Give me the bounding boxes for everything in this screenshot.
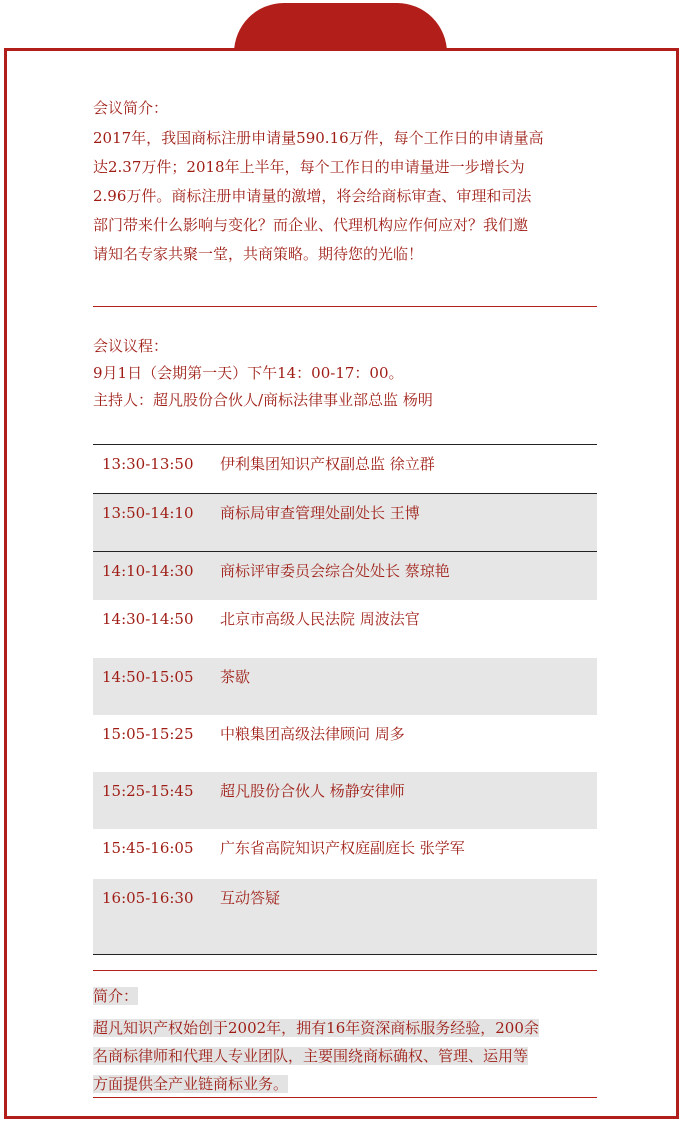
about-section [93,983,599,1098]
table-row [93,552,597,600]
agenda-host: 主持人：超凡股份合伙人/商标法律事业部总监 杨明 [93,391,433,409]
row-time: 14:10-14:30 [102,562,194,580]
row-time: 13:30-13:50 [102,455,194,473]
intro-section [93,98,599,269]
intro-title: 会议简介： [93,99,169,117]
table-row [93,879,597,954]
row-speaker: 商标评审委员会综合处处长 蔡琼艳 [220,562,450,580]
about-line: 超凡知识产权始创于2002年，拥有16年资深商标服务经验，200余 [93,1019,539,1037]
table-border [93,954,597,955]
row-speaker: 超凡股份合伙人 杨静安律师 [220,782,405,800]
row-speaker: 广东省高院知识产权庭副庭长 张学军 [220,839,465,857]
row-speaker: 互动答疑 [220,889,281,907]
table-row [93,829,597,879]
intro-line: 2017年，我国商标注册申请量590.16万件，每个工作日的申请量高 [93,129,544,147]
table-row [93,658,597,715]
about-line: 名商标律师和代理人专业团队，主要围绕商标确权、管理、运用等 [93,1047,529,1065]
intro-line: 部门带来什么影响与变化？而企业、代理机构应作何应对？我们邀 [93,216,529,234]
intro-paragraph [93,124,599,269]
intro-line: 达2.37万件；2018年上半年，每个工作日的申请量进一步增长为 [93,158,525,176]
table-row [93,445,597,493]
row-time: 13:50-14:10 [102,504,194,522]
intro-line: 2.96万件。商标注册申请量的激增，将会给商标审查、审理和司法 [93,187,532,205]
row-speaker: 伊利集团知识产权副总监 徐立群 [220,455,435,473]
row-time: 15:45-16:05 [102,839,194,857]
table-row [93,715,597,772]
row-time: 14:30-14:50 [102,610,194,628]
divider [93,1097,597,1098]
row-time: 15:05-15:25 [102,725,194,743]
table-row [93,494,597,551]
agenda-section [93,333,599,414]
divider [93,970,597,971]
agenda-table [93,444,597,956]
table-row [93,600,597,658]
row-speaker: 中粮集团高级法律顾问 周多 [220,725,405,743]
about-title: 简介： [93,987,139,1005]
row-speaker: 茶歇 [220,668,251,686]
row-time: 16:05-16:30 [102,889,194,907]
agenda-title: 会议议程： [93,337,169,355]
row-time: 14:50-15:05 [102,668,194,686]
row-time: 15:25-15:45 [102,782,194,800]
row-speaker: 商标局审查管理处副处长 王博 [220,504,420,522]
about-line: 方面提供全产业链商标业务。 [93,1075,289,1093]
row-speaker: 北京市高级人民法院 周波法官 [220,610,420,628]
divider [93,306,597,307]
intro-line: 请知名专家共聚一堂，共商策略。期待您的光临！ [93,245,424,263]
about-paragraph [93,1014,599,1098]
agenda-date: 9月1日（会期第一天）下午14：00-17：00。 [93,364,404,382]
table-row [93,772,597,829]
content-frame [4,48,679,1119]
